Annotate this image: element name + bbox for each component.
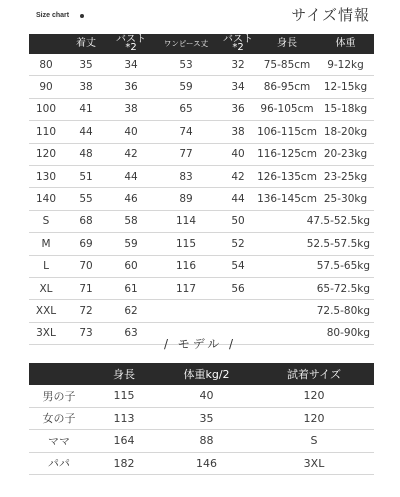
- model-weight-cell: 88: [159, 430, 254, 453]
- bust-2-cell: 50: [219, 210, 257, 232]
- size-table-row: [29, 98, 374, 120]
- weight-cell: 72.5-80kg: [257, 300, 374, 322]
- model-table-header-row: [29, 363, 374, 385]
- bust-2-cell: 44: [219, 188, 257, 210]
- size-table-row: [29, 233, 374, 255]
- size-table-row: [29, 165, 374, 187]
- length-cell: 69: [63, 233, 109, 255]
- dress-length-cell: 65: [153, 98, 219, 120]
- height-cell: 126-135cm: [257, 165, 317, 187]
- size-table-row: [29, 277, 374, 299]
- bust-cell: 42: [109, 143, 153, 165]
- length-cell: 70: [63, 255, 109, 277]
- weight-cell: 23-25kg: [317, 165, 374, 187]
- size-cell: L: [29, 255, 63, 277]
- bust-cell: 34: [109, 54, 153, 76]
- bust-cell: 36: [109, 76, 153, 98]
- bust-2-cell: 40: [219, 143, 257, 165]
- length-cell: 38: [63, 76, 109, 98]
- height-column-header: 身長: [257, 34, 317, 54]
- weight-cell: 52.5-57.5kg: [257, 233, 374, 255]
- size-table-row: [29, 76, 374, 98]
- page-title: サイズ情報: [291, 6, 370, 24]
- dress-length-cell: 53: [153, 54, 219, 76]
- dress-length-cell: 74: [153, 121, 219, 143]
- height-cell: 106-115cm: [257, 121, 317, 143]
- bust-2-cell: 42: [219, 165, 257, 187]
- length-cell: 71: [63, 277, 109, 299]
- size-chart-label: Size chart: [36, 12, 70, 19]
- model-weight-cell: 146: [159, 452, 254, 475]
- model-name-cell: 女の子: [29, 407, 89, 430]
- size-cell: 130: [29, 165, 63, 187]
- length-cell: 72: [63, 300, 109, 322]
- model-weight-column-header: 体重kg/2: [159, 363, 254, 385]
- dress-length-cell: 59: [153, 76, 219, 98]
- height-cell: 116-125cm: [257, 143, 317, 165]
- size-table-row: [29, 300, 374, 322]
- model-table-row: [29, 452, 374, 475]
- weight-cell: 15-18kg: [317, 98, 374, 120]
- size-cell: M: [29, 233, 63, 255]
- size-cell: 3XL: [29, 322, 63, 344]
- model-height-column-header: 身長: [89, 363, 159, 385]
- bust-cell: 38: [109, 98, 153, 120]
- model-section-heading: / モデル /: [163, 337, 237, 351]
- size-cell: 100: [29, 98, 63, 120]
- length-cell: 55: [63, 188, 109, 210]
- size-cell: 120: [29, 143, 63, 165]
- size-cell: 140: [29, 188, 63, 210]
- bust-2-cell: [219, 300, 257, 322]
- dress-length-cell: [153, 300, 219, 322]
- length-cell: 68: [63, 210, 109, 232]
- model-table: [29, 363, 374, 475]
- bust-cell: 62: [109, 300, 153, 322]
- size-cell: 110: [29, 121, 63, 143]
- weight-cell: 57.5-65kg: [257, 255, 374, 277]
- bust-2-cell: 56: [219, 277, 257, 299]
- size-table-header-row: [29, 34, 374, 54]
- size-chart-table: [29, 34, 374, 345]
- length-cell: 48: [63, 143, 109, 165]
- length-column-header: 着丈: [63, 34, 109, 54]
- weight-cell: 9-12kg: [317, 54, 374, 76]
- model-size-cell: 3XL: [254, 452, 374, 475]
- weight-cell: 65-72.5kg: [257, 277, 374, 299]
- model-name-cell: 男の子: [29, 385, 89, 407]
- bust-cell: 46: [109, 188, 153, 210]
- model-name-cell: パパ: [29, 452, 89, 475]
- dress-length-cell: 89: [153, 188, 219, 210]
- dress-length-cell: 114: [153, 210, 219, 232]
- length-cell: 51: [63, 165, 109, 187]
- model-height-cell: 115: [89, 385, 159, 407]
- model-table-row: [29, 407, 374, 430]
- model-size-cell: S: [254, 430, 374, 453]
- length-cell: 44: [63, 121, 109, 143]
- weight-cell: 20-23kg: [317, 143, 374, 165]
- bust-2-cell: 36: [219, 98, 257, 120]
- bust-2-cell: 38: [219, 121, 257, 143]
- weight-cell: 47.5-52.5kg: [257, 210, 374, 232]
- weight-column-header: 体重: [317, 34, 374, 54]
- bust-cell: 40: [109, 121, 153, 143]
- dress-length-column-header: ワンピース丈: [153, 34, 219, 54]
- model-weight-cell: 40: [159, 385, 254, 407]
- size-table-row: [29, 143, 374, 165]
- model-name-column-header: [29, 363, 89, 385]
- model-weight-cell: 35: [159, 407, 254, 430]
- model-name-cell: ママ: [29, 430, 89, 453]
- dress-length-cell: 77: [153, 143, 219, 165]
- model-size-cell: 120: [254, 385, 374, 407]
- length-cell: 41: [63, 98, 109, 120]
- dress-length-cell: 115: [153, 233, 219, 255]
- size-table-row: [29, 188, 374, 210]
- dress-length-cell: 83: [153, 165, 219, 187]
- dress-length-cell: 116: [153, 255, 219, 277]
- height-cell: 86-95cm: [257, 76, 317, 98]
- model-table-row: [29, 430, 374, 453]
- size-table-row: [29, 210, 374, 232]
- size-table-row: [29, 121, 374, 143]
- model-tried-size-column-header: 試着サイズ: [254, 363, 374, 385]
- bust-2-cell: 34: [219, 76, 257, 98]
- length-cell: 35: [63, 54, 109, 76]
- length-cell: 73: [63, 322, 109, 344]
- bust-cell: 60: [109, 255, 153, 277]
- model-height-cell: 182: [89, 452, 159, 475]
- model-height-cell: 113: [89, 407, 159, 430]
- height-cell: 96-105cm: [257, 98, 317, 120]
- weight-cell: 25-30kg: [317, 188, 374, 210]
- bust-cell: 63: [109, 322, 153, 344]
- weight-cell: 12-15kg: [317, 76, 374, 98]
- size-table-row: [29, 255, 374, 277]
- size-cell: XXL: [29, 300, 63, 322]
- bust-2-column-header: バスト *2: [219, 34, 257, 54]
- bullet-dot-icon: [80, 14, 84, 18]
- page-header: [0, 0, 400, 30]
- size-table-row: [29, 54, 374, 76]
- model-table-row: [29, 385, 374, 407]
- model-height-cell: 164: [89, 430, 159, 453]
- size-cell: S: [29, 210, 63, 232]
- size-column-header: [29, 34, 63, 54]
- bust-cell: 61: [109, 277, 153, 299]
- size-cell: 80: [29, 54, 63, 76]
- height-cell: 75-85cm: [257, 54, 317, 76]
- dress-length-cell: 117: [153, 277, 219, 299]
- bust-2-cell: 32: [219, 54, 257, 76]
- bust-2-cell: 54: [219, 255, 257, 277]
- bust-column-header: バスト *2: [109, 34, 153, 54]
- size-cell: 90: [29, 76, 63, 98]
- weight-cell: 80-90kg: [257, 322, 374, 344]
- bust-2-cell: 52: [219, 233, 257, 255]
- weight-cell: 18-20kg: [317, 121, 374, 143]
- height-cell: 136-145cm: [257, 188, 317, 210]
- size-cell: XL: [29, 277, 63, 299]
- bust-cell: 59: [109, 233, 153, 255]
- model-size-cell: 120: [254, 407, 374, 430]
- bust-cell: 58: [109, 210, 153, 232]
- bust-cell: 44: [109, 165, 153, 187]
